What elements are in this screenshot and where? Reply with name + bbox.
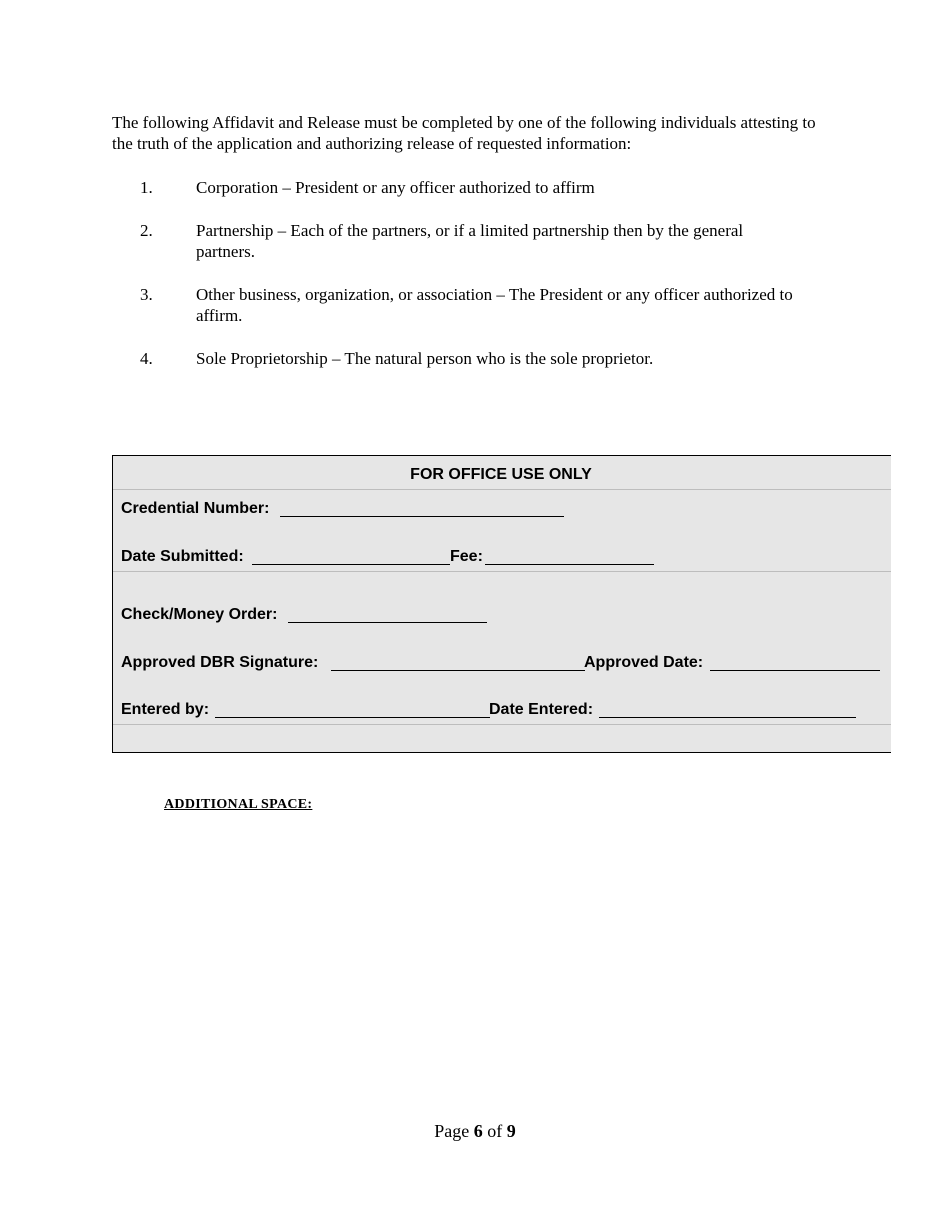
- date-submitted-label: Date Submitted:: [121, 548, 244, 565]
- list-number: 2.: [140, 221, 153, 240]
- fee-label: Fee:: [450, 548, 483, 565]
- check-money-order-label: Check/Money Order:: [121, 606, 278, 623]
- list-number: 3.: [140, 285, 153, 304]
- list-number: 4.: [140, 349, 153, 368]
- credential-number-field[interactable]: [280, 516, 564, 517]
- approved-signature-label: Approved DBR Signature:: [121, 654, 319, 671]
- divider: [113, 489, 891, 490]
- fee-field[interactable]: [485, 564, 654, 565]
- office-use-title: FOR OFFICE USE ONLY: [410, 466, 592, 483]
- list-number: 1.: [140, 178, 153, 197]
- approved-date-label: Approved Date:: [584, 654, 704, 671]
- credential-number-label: Credential Number:: [121, 500, 270, 517]
- divider: [113, 571, 891, 572]
- list-text: Partnership – Each of the partners, or if a limited partnership then by the general partners.: [196, 221, 744, 261]
- page-number: 6: [473, 1121, 483, 1141]
- entered-by-field[interactable]: [215, 717, 490, 718]
- date-submitted-field[interactable]: [252, 564, 450, 565]
- page-prefix: Page: [434, 1121, 474, 1141]
- intro-paragraph: The following Affidavit and Release must be completed by one of the following individuals attesting to the truth of the application and authorizing release of requested information:: [112, 113, 816, 153]
- office-use-box: [112, 455, 891, 753]
- list-text: Sole Proprietorship – The natural person who is the sole proprietor.: [196, 349, 654, 368]
- page-of: of: [482, 1121, 507, 1141]
- list-text: Other business, organization, or association – The President or any officer authorized to affirm.: [196, 285, 793, 325]
- check-money-order-field[interactable]: [288, 622, 487, 623]
- approved-date-field[interactable]: [710, 670, 880, 671]
- page-footer: [0, 1121, 950, 1142]
- page-total: 9: [506, 1121, 516, 1141]
- entered-by-label: Entered by:: [121, 701, 210, 718]
- approved-signature-field[interactable]: [331, 670, 585, 671]
- list-text: Corporation – President or any officer authorized to affirm: [196, 178, 595, 197]
- date-entered-field[interactable]: [599, 717, 856, 718]
- date-entered-label: Date Entered:: [489, 701, 594, 718]
- divider: [113, 724, 891, 725]
- additional-space-heading: ADDITIONAL SPACE:: [164, 797, 313, 812]
